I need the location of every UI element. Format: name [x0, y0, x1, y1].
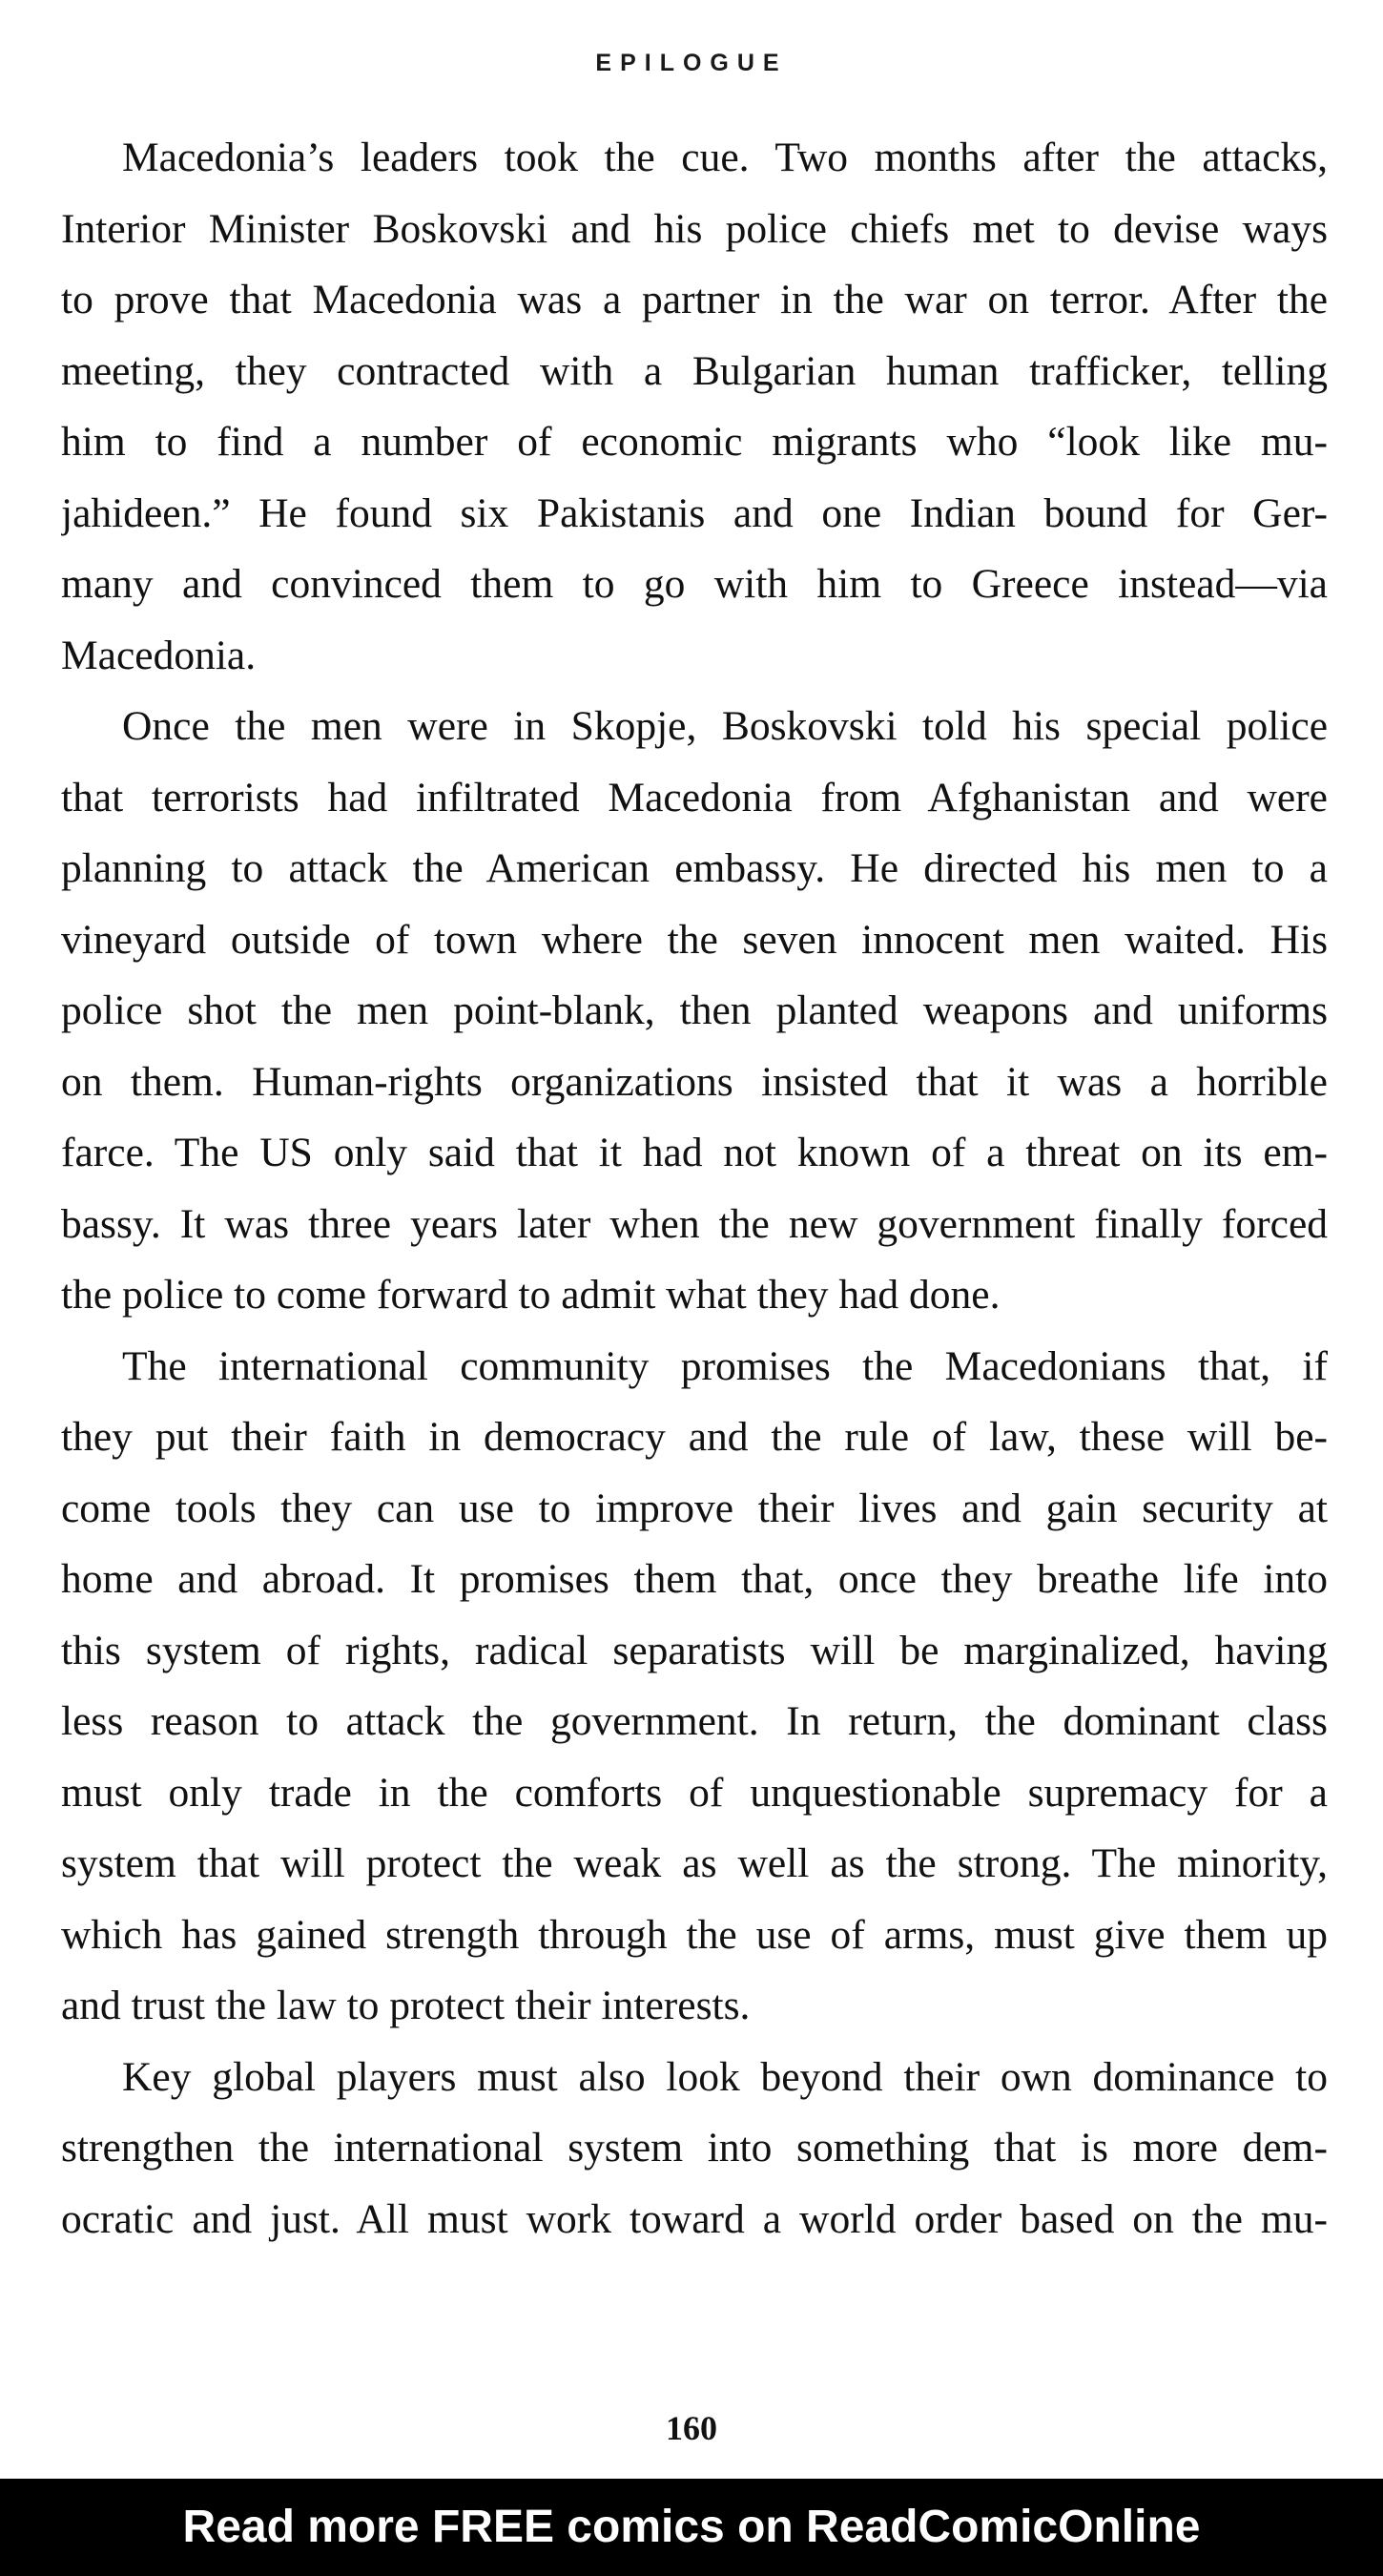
- text-line: strengthen the international system into something that is more dem-: [61, 2125, 1328, 2171]
- text-line: on them. Human-rights organizations insisted that it was a horrible: [61, 1058, 1328, 1105]
- text-line: vineyard outside of town where the seven innocent men waited. His: [61, 916, 1328, 963]
- text-line: ocratic and just. All must work toward a world order based on the mu-: [61, 2195, 1328, 2242]
- text-line: police shot the men point-blank, then planted weapons and uniforms: [61, 987, 1328, 1033]
- text-line: the police to come forward to admit what they had done.: [61, 1272, 1001, 1318]
- promo-banner: [0, 2479, 1383, 2576]
- text-line: come tools they can use to improve their lives and gain security at: [61, 1485, 1328, 1531]
- text-line: planning to attack the American embassy. He directed his men to a: [61, 845, 1328, 891]
- text-line: farce. The US only said that it had not known of a threat on its em-: [61, 1130, 1328, 1175]
- text-line: meeting, they contracted with a Bulgarian human trafficker, telling: [61, 347, 1328, 394]
- text-line: must only trade in the comforts of unquestionable supremacy for a: [61, 1769, 1328, 1816]
- text-line: Interior Minister Boskovski and his police chiefs met to devise ways: [61, 205, 1328, 252]
- page-body-text: [61, 122, 1328, 2254]
- text-line: The international community promises the Macedonians that, if: [122, 1342, 1328, 1389]
- text-line: to prove that Macedonia was a partner in the war on terror. After the: [61, 277, 1328, 322]
- text-line: bassy. It was three years later when the new government finally forced: [61, 1200, 1328, 1247]
- text-line: Macedonia.: [61, 632, 257, 678]
- text-line: jahideen.” He found six Pakistanis and one Indian bound for Ger-: [61, 489, 1328, 536]
- running-head: EPILOGUE: [595, 50, 788, 76]
- text-line: which has gained strength through the use of arms, must give them up: [61, 1911, 1328, 1958]
- text-line: many and convinced them to go with him to Greece instead—via: [61, 561, 1328, 607]
- page-number: 160: [666, 2409, 717, 2447]
- text-line: Key global players must also look beyond their own dominance to: [122, 2053, 1328, 2100]
- text-line: Macedonia’s leaders took the cue. Two months after the attacks,: [122, 135, 1328, 180]
- text-line: home and abroad. It promises them that, once they breathe life into: [61, 1556, 1328, 1602]
- text-line: this system of rights, radical separatists will be marginalized, having: [61, 1627, 1328, 1673]
- promo-banner-text: Read more FREE comics on ReadComicOnline: [182, 2502, 1201, 2552]
- text-line: Once the men were in Skopje, Boskovski told his special police: [122, 703, 1328, 749]
- text-line: they put their faith in democracy and the rule of law, these will be-: [61, 1414, 1328, 1460]
- text-line: him to find a number of economic migrants who “look like mu-: [61, 419, 1328, 465]
- text-line: system that will protect the weak as well as the strong. The minority,: [61, 1840, 1328, 1886]
- text-line: and trust the law to protect their interests.: [61, 1983, 751, 2028]
- text-line: less reason to attack the government. In return, the dominant class: [61, 1698, 1328, 1744]
- text-line: that terrorists had infiltrated Macedonia from Afghanistan and were: [61, 774, 1328, 821]
